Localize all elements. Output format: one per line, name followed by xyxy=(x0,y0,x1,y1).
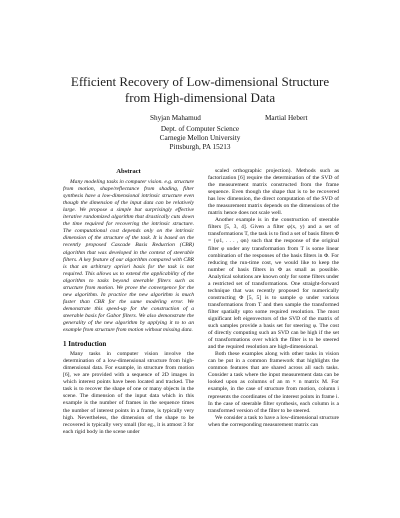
paper-title xyxy=(0,74,400,106)
paragraph: scaled orthographic projection). Methods such as factorization [6] require the determination of the SVD of the measurement matrix constructed from the frame sequence. Even though the shape that is to be recovered has low dimension, the direct computation of the SVD of the measurement matrix depends on the dimensions of the matrix hence does not scale well. xyxy=(208,168,339,217)
affiliation-university: Carnegie Mellon University xyxy=(159,134,241,142)
abstract-heading: Abstract xyxy=(116,168,141,175)
paragraph: We consider a task to have a low-dimensional structure when the corresponding measurement matrix can xyxy=(208,414,339,428)
affiliation-dept: Dept. of Computer Science xyxy=(160,125,240,133)
author-name: Martial Hebert xyxy=(265,114,308,122)
affiliation xyxy=(0,125,400,152)
paragraph: Another example is in the construction of steerable filters [5, 3, 4]. Given a filter φ(x, y) and a set of transformations T, the task is to find a set of basis filters Φ = {φ1, . . . , φn} such that the response of the original filter φ under any transformation from T is some linear combination of the responses of the basis filters in Φ. For reducing the run-time cost, we would like to keep the number of basis filters in Φ as small as possible. Analytical solutions are known only for some filters under a restricted set of transformations. One straight-forward technique that was recently proposed for numerically constructing Φ [5, 5] is to sample φ under various transformations from T and then sample the transformed filter spatially upto some required resolution. The most significant left eigenvectors of the SVD of the matrix of such samples provide a basis set for steering φ. The cost of directly computing such an SVD can be high if the set of transformations over which the filter is to be steered and the required resolution are high-dimensional. xyxy=(208,217,339,351)
paragraph: Both these examples along with other tasks in vision can be put in a common framework that highlights the common features that are shared across all such tasks. Consider a task where the input measurement data can be looked upon as columns of an m × n matrix M. For example, in the case of structure from motion, column i represents the coordinates of the interest points in frame i. In the case of steerable filter synthesis, each column is a transformed version of the filter to be steered. xyxy=(208,351,339,414)
affiliation-city: Pittsburgh, PA 15213 xyxy=(169,143,231,151)
right-column xyxy=(208,168,339,429)
title-line-1: Efficient Recovery of Low-dimensional Structure xyxy=(70,74,330,89)
author-name: Shyjan Mahamud xyxy=(150,114,201,122)
title-line-2: from High-dimensional Data xyxy=(124,90,276,105)
left-column xyxy=(63,168,194,436)
introduction-text: Many tasks in computer vision involve the determination of a low-dimensional structure from high-dimensional data. For example, in structure from motion [6], we are provided with a sequence of 2D images in which interest points have been located and tracked. The task is to recover the shape of one or many objects in the scene. The dimension of the input data which in this example is the number of frames in the sequence times the number of interest points in a frame, is typically very high. Nevertheless, the dimension of the shape to be recovered is typically very small (for eg., it is atmost 3 for each rigid body in the scene under xyxy=(63,351,194,435)
abstract-text: Many modeling tasks in computer vision. e.g. structure from motion, shape/reflectance from shading, filter synthesis have a low-dimensional intrinsic structure even though the dimension of the input data can be relatively large. We propose a simple but surprisingly effective iterative randomized algorithm that drastically cuts down the time required for recovering the intrinsic structure. The computational cost depends only on the intrinsic dimension of the structure of the task. It is based on the recently proposed Cascade Basis Reduction (CBR) algorithm that was developed in the context of steerable filters. A key feature of our algorithm compared with CBR is that an arbitrary apriori basis for the task is not required. This allows us to extend the applicability of the algorithm to tasks beyond steerable filters such as structure from motion. We prove the convergence for the new algorithm. In practice the new algorithm is much faster than CBR for the same modeling error. We demonstrate this speed-up for the construction of a steerable basis for Gabor filters. We also demonstrate the generality of the new algorithm by applying it to to an example from structure from motion without missing data. xyxy=(63,179,194,334)
section-heading: 1 Introduction xyxy=(63,340,107,349)
